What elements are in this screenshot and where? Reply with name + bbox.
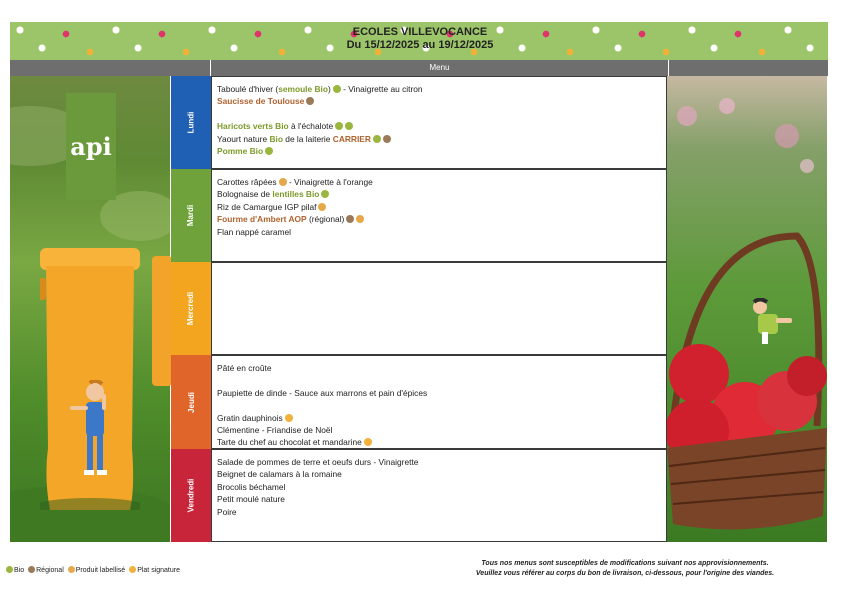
menu-text: - Vinaigrette à l'orange <box>286 177 373 187</box>
row-mardi <box>171 169 667 262</box>
regional-icon <box>28 566 35 573</box>
menu-item <box>217 424 661 436</box>
menu-item <box>217 481 661 493</box>
signature-icon <box>364 438 372 446</box>
day-tab-lundi: Lundi <box>171 76 211 169</box>
menu-text: Riz de Camargue IGP pilaf <box>217 201 317 212</box>
menu-text: Salade de pommes de terre et oeufs durs - Vinaigrette <box>217 457 419 467</box>
menu-item <box>217 506 661 518</box>
bio-leaf-icon <box>373 135 381 143</box>
legend-label: Bio <box>14 567 25 574</box>
menu-item <box>217 120 661 132</box>
menu-cell-mardi <box>211 169 667 262</box>
menu-text: de la laiterie <box>282 133 333 144</box>
day-tab-vendredi: Vendredi <box>171 449 211 542</box>
label-icon <box>279 178 287 186</box>
menu-column-header: Menu <box>210 60 669 76</box>
menu-item <box>217 213 661 225</box>
child-figure-icon <box>60 380 130 480</box>
menu-text: Yaourt nature <box>217 133 270 144</box>
bio-leaf-icon <box>345 122 353 130</box>
menu-text: Brocolis béchamel <box>217 481 286 492</box>
bio-leaf-icon <box>321 190 329 198</box>
regional-text: Fourme d'Ambert AOP <box>217 214 307 225</box>
bio-leaf-icon <box>333 85 341 93</box>
legend-label: Plat signature <box>137 567 180 574</box>
header-title <box>230 26 610 52</box>
menu-text: Tarte du chef au chocolat et mandarine <box>217 437 362 448</box>
menu-item <box>217 133 661 145</box>
menu-item <box>217 436 661 448</box>
menu-item <box>217 412 661 424</box>
menu-text: Clémentine - Friandise de Noël <box>217 425 333 435</box>
menu-spacer <box>217 374 661 386</box>
menu-text: à l'échalote <box>288 121 334 132</box>
menu-text: Carottes râpées <box>217 177 277 187</box>
menu-text: Pâté en croûte <box>217 363 272 373</box>
menu-text: Paupiette de dinde - Sauce aux marrons et pain d'épices <box>217 387 428 398</box>
menu-text: Flan nappé caramel <box>217 226 292 237</box>
day-tab-mercredi: Mercredi <box>171 262 211 355</box>
menu-text: Poire <box>217 506 237 517</box>
school-name: ECOLES VILLEVOCANCE <box>352 26 488 38</box>
bio-text: Pomme Bio <box>217 146 264 157</box>
legend-item <box>6 567 28 574</box>
legend <box>6 566 184 574</box>
menu-item <box>217 456 661 468</box>
regional-icon <box>383 135 391 143</box>
menu-item <box>217 201 661 213</box>
row-lundi <box>171 76 667 169</box>
menu-spacer <box>217 399 661 411</box>
menu-text: Petit moulé nature <box>217 494 285 505</box>
footnote <box>420 559 830 579</box>
menu-cell-lundi <box>211 76 667 169</box>
bio-text: semoule Bio <box>278 84 328 94</box>
menu-text: - Vinaigrette au citron <box>340 84 423 94</box>
bio-leaf-icon <box>6 566 13 573</box>
label-icon <box>68 566 75 573</box>
bio-text: Bio <box>269 133 283 144</box>
menu-item <box>217 362 661 374</box>
regional-text: CARRIER <box>332 133 371 144</box>
back-boot-icon <box>152 256 172 386</box>
menu-text: Beignet de calamars à la romaine <box>217 469 342 480</box>
menu-item <box>217 83 661 95</box>
bio-text: lentilles Bio <box>272 189 320 200</box>
menu-spacer <box>217 108 661 120</box>
api-logo: api <box>66 93 116 200</box>
menu-text: Bolognaise de <box>217 189 273 200</box>
menu-text: (régional) <box>306 214 345 225</box>
bio-leaf-icon <box>265 147 273 155</box>
period: Du 15/12/2025 au 19/12/2025 <box>346 39 494 51</box>
legend-item <box>129 567 184 574</box>
apple-basket-icon <box>667 226 827 542</box>
menu-item <box>217 176 661 188</box>
menu-item <box>217 145 661 157</box>
legend-label: Produit labellisé <box>75 567 126 574</box>
row-vendredi <box>171 449 667 542</box>
signature-icon <box>285 414 293 422</box>
footnote-line: Tous nos menus sont susceptibles de modifications suivant nos approvisionnements. <box>481 560 769 567</box>
menu-item <box>217 468 661 480</box>
menu-text: Taboulé d'hiver ( <box>217 84 279 94</box>
bio-text: Haricots verts Bio <box>217 121 289 132</box>
legend-item <box>28 567 68 574</box>
menu-item <box>217 387 661 399</box>
signature-icon <box>129 566 136 573</box>
menu-text: ) <box>327 84 331 94</box>
menu-cell-mercredi <box>211 262 667 355</box>
menu-cell-jeudi <box>211 355 667 449</box>
menu-item <box>217 188 661 200</box>
climbing-child-icon <box>748 298 794 348</box>
menu-item <box>217 493 661 505</box>
menu-item <box>217 226 661 238</box>
legend-label: Régional <box>36 567 64 574</box>
label-icon <box>318 203 326 211</box>
legend-item <box>68 567 129 574</box>
row-mercredi <box>171 262 667 355</box>
footnote-line: Veuillez vous référer au corps du bon de livraison, ci-dessous, pour l'origine des viandes. <box>475 570 775 577</box>
day-tab-mardi: Mardi <box>171 169 211 262</box>
day-tab-jeudi: Jeudi <box>171 355 211 449</box>
row-jeudi <box>171 355 667 449</box>
table-header <box>10 60 828 76</box>
menu-cell-vendredi <box>211 449 667 542</box>
regional-text: Saucisse de Toulouse <box>217 96 305 107</box>
regional-icon <box>306 97 314 105</box>
menu-text: Gratin dauphinois <box>217 412 283 423</box>
bio-leaf-icon <box>335 122 343 130</box>
regional-icon <box>346 215 354 223</box>
label-icon <box>356 215 364 223</box>
menu-item <box>217 95 661 107</box>
